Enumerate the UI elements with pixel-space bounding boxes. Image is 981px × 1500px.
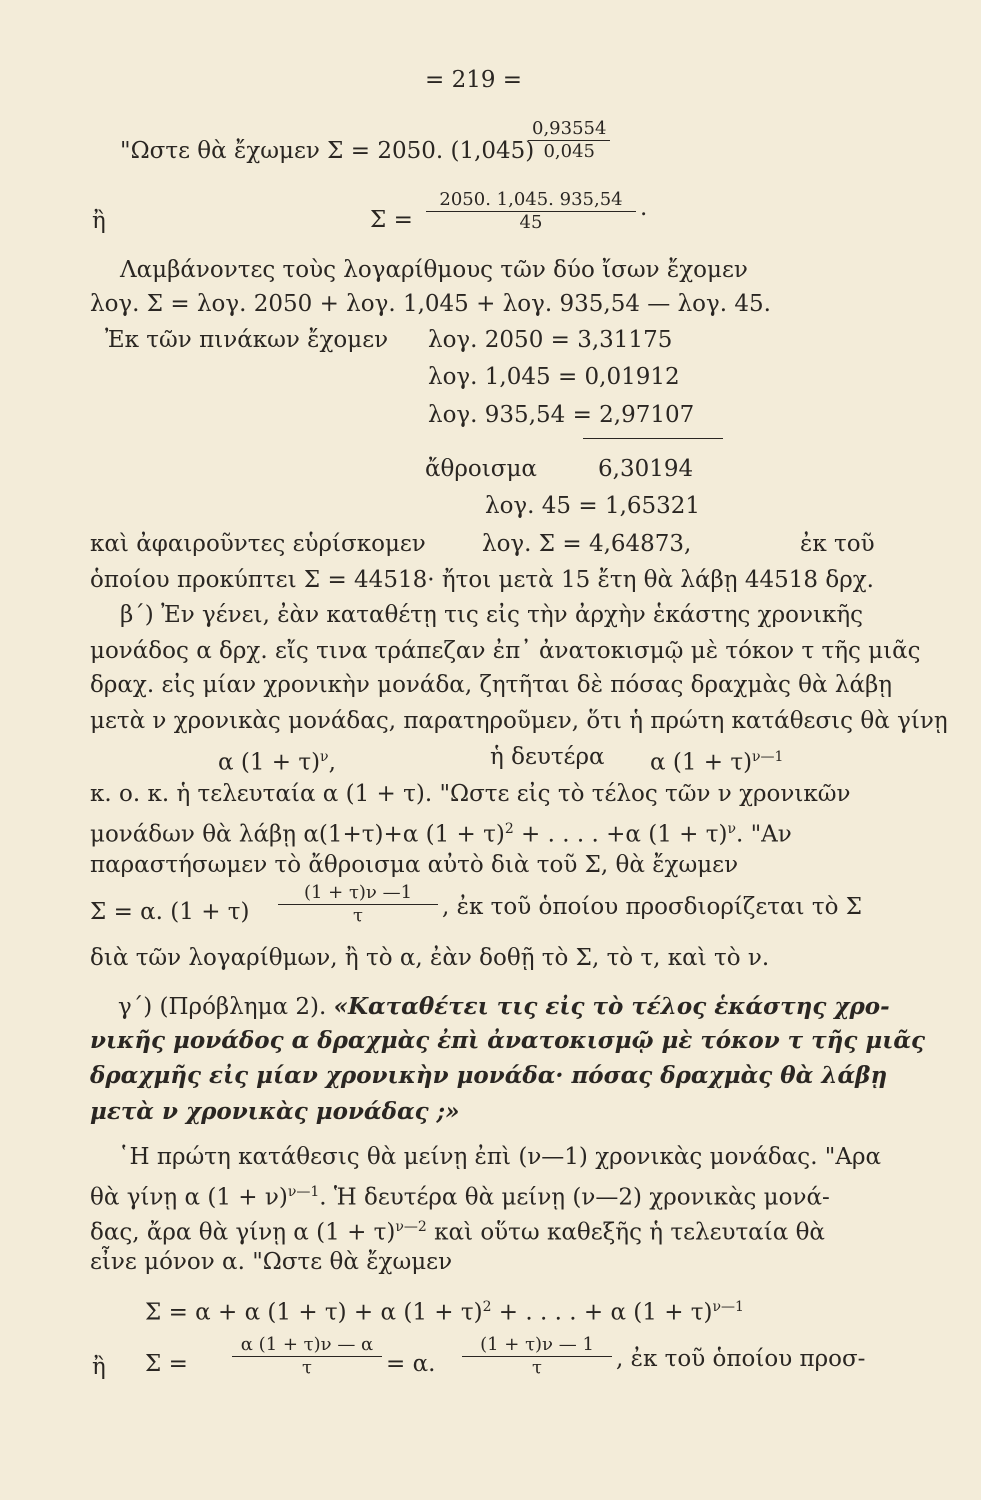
- text-line-9: λογ. 45 = 1,65321: [485, 493, 701, 519]
- para4-line-4: εἶνε μόνον α. "Ωστε θὰ ἔχωμεν: [90, 1249, 453, 1275]
- formula-line-16-c: [650, 743, 783, 777]
- fraction-2-den: 45: [426, 211, 636, 234]
- para4-line-3: [90, 1213, 825, 1247]
- last-mid: = α.: [386, 1351, 436, 1377]
- text-line-11: ὁποίου προκύπτει Σ = 44518· ἤτοι μετὰ 15 ἔτη θὰ λάβῃ 44518 δρχ.: [90, 567, 874, 593]
- page-number: = 219 =: [425, 67, 523, 93]
- para3-problem-4: μετὰ ν χρονικὰς μονάδας ;»: [90, 1098, 460, 1125]
- text-line-10-eq: λογ. Σ = 4,64873,: [482, 531, 692, 557]
- text-line-6: λογ. 1,045 = 0,01912: [428, 364, 680, 390]
- text-line-21: διὰ τῶν λογαρίθμων, ἢ τὸ α, ἐὰν δοθῇ τὸ Σ, τὸ τ, καὶ τὸ ν.: [90, 945, 770, 971]
- fraction-3: [278, 882, 438, 927]
- l18-a: μονάδων θὰ λάβῃ α(1+τ)+α (1 + τ): [90, 821, 505, 848]
- fraction-4-num: α (1 + τ)ν — α: [240, 1334, 374, 1355]
- formula-16-a-tail: ,: [328, 749, 336, 776]
- formula-line-16-b: ἡ δευτέρα: [490, 744, 605, 770]
- para2-line-1: β΄) Ἐν γένει, ἐὰν καταθέτῃ τις εἰς τὴν ἀρχὴν ἑκάστης χρονικῆς: [120, 602, 864, 628]
- sum-b: + . . . . + α (1 + τ): [491, 1299, 713, 1326]
- fraction-5: [462, 1334, 612, 1379]
- p4-l2a: θὰ γίνῃ α (1 + ν): [90, 1184, 288, 1211]
- sum-a: Σ = α + α (1 + τ) + α (1 + τ): [145, 1299, 483, 1326]
- p4-l3sup: ν—2: [395, 1219, 427, 1235]
- formula-20-left: Σ = α. (1 + τ): [90, 899, 250, 925]
- sum-sup2: ν—1: [712, 1299, 744, 1315]
- text-line-5-eq: λογ. 2050 = 3,31175: [428, 327, 673, 353]
- text-line-10-left: καὶ ἀφαιροῦντες εὑρίσκομεν: [90, 531, 426, 557]
- para4-line-2: [90, 1178, 830, 1212]
- sum-label: ἄθροισμα: [425, 456, 537, 482]
- para4-line-1: ῾Η πρώτη κατάθεσις θὰ μείνῃ ἐπὶ (ν—1) χρονικὰς μονάδας. "Αρα: [118, 1144, 882, 1170]
- para2-line-4: μετὰ ν χρονικὰς μονάδας, παρατηροῦμεν, ὅτι ἡ πρώτη κατάθεσις θὰ γίνῃ: [90, 708, 948, 734]
- sum-value: 6,30194: [598, 456, 694, 482]
- formula-16-c-base: α (1 + τ): [650, 749, 753, 776]
- last-or-mark: ἢ: [92, 1354, 106, 1380]
- text-line-19: παραστήσωμεν τὸ ἄθροισμα αὐτὸ διὰ τοῦ Σ, θὰ ἔχωμεν: [90, 852, 739, 878]
- last-right: , ἐκ τοῦ ὁποίου προσ-: [616, 1346, 866, 1372]
- sum-rule: [583, 438, 723, 439]
- text-line-10-right: ἐκ τοῦ: [800, 531, 875, 557]
- l18-c: . "Αν: [735, 821, 792, 848]
- p4-l3b: καὶ οὕτω καθεξῆς ἡ τελευταία θὰ: [426, 1219, 825, 1246]
- p4-l2sup: ν—1: [287, 1184, 320, 1200]
- fraction-5-den: τ: [462, 1356, 612, 1379]
- para3-line-4: [90, 1098, 460, 1126]
- fraction-2-dot: .: [640, 195, 648, 221]
- p4-l3a: δας, ἄρα θὰ γίνῃ α (1 + τ): [90, 1219, 396, 1246]
- fraction-1-den: 0,045: [528, 140, 610, 163]
- text-line-3: Λαμβάνοντες τοὺς λογαρίθμους τῶν δύο ἴσων ἔχομεν: [120, 257, 748, 283]
- para2-line-3: δραχ. εἰς μίαν χρονικὴν μονάδα, ζητῆται δὲ πόσας δραχμὰς θὰ λάβῃ: [90, 672, 893, 698]
- para3-line-2: νικῆς μονάδος α δραχμὰς ἐπὶ ἀνατοκισμῷ μὲ τόκον τ τῆς μιᾶς: [90, 1027, 926, 1054]
- formula-line-16-a: [218, 743, 336, 777]
- sigma-eq: Σ =: [370, 207, 413, 233]
- text-line-18: [90, 815, 792, 849]
- sum-sup1: 2: [482, 1299, 492, 1315]
- text-line-5-label: Ἐκ τῶν πινάκων ἔχομεν: [105, 327, 389, 353]
- formula-16-c-sup: ν—1: [752, 749, 784, 765]
- last-sigma: Σ =: [145, 1351, 188, 1377]
- fraction-3-den: τ: [278, 904, 438, 927]
- or-mark: ἢ: [92, 208, 106, 234]
- formula-20-right: , ἐκ τοῦ ὁποίου προσδιορίζεται τὸ Σ: [442, 894, 863, 920]
- text-line-17: κ. ο. κ. ἡ τελευταία α (1 + τ). "Ωστε εἰς τὸ τέλος τῶν ν χρονικῶν: [90, 781, 851, 807]
- text-line-7: λογ. 935,54 = 2,97107: [428, 402, 695, 428]
- fraction-1: [528, 118, 610, 163]
- fraction-2: [426, 189, 636, 234]
- para3-problem-1: «Καταθέτει τις εἰς τὸ τέλος ἑκάστης χρο-: [333, 993, 890, 1020]
- p4-l2b: . Ἡ δευτέρα θὰ μείνῃ (ν—2) χρονικὰς μονά-: [319, 1184, 830, 1211]
- fraction-4: [232, 1334, 382, 1379]
- l18-b: + . . . . +α (1 + τ): [513, 821, 728, 848]
- l18-sup1: 2: [504, 821, 514, 837]
- equation-line-1: "Ωστε θὰ ἔχωμεν Σ = 2050. (1,045): [120, 138, 535, 164]
- fraction-4-den: τ: [232, 1356, 382, 1379]
- text-line-4: λογ. Σ = λογ. 2050 + λογ. 1,045 + λογ. 935,54 — λογ. 45.: [90, 291, 771, 317]
- para3-line-1: [118, 993, 890, 1021]
- para3-line-3: δραχμῆς εἰς μίαν χρονικὴν μονάδα· πόσας δραχμὰς θὰ λάβῃ: [90, 1062, 888, 1089]
- sum-formula: [145, 1293, 744, 1327]
- para2-line-2: μονάδος α δρχ. εἴς τινα τράπεζαν ἐπ᾿ ἀνατοκισμῷ μὲ τόκον τ τῆς μιᾶς: [90, 638, 921, 664]
- l18-sup2: ν: [727, 821, 736, 837]
- formula-16-a-base: α (1 + τ): [218, 749, 321, 776]
- fraction-3-num: (1 + τ)ν —1: [303, 882, 413, 903]
- fraction-5-num: (1 + τ)ν — 1: [480, 1334, 594, 1355]
- fraction-2-num: 2050. 1,045. 935,54: [439, 189, 623, 210]
- formula-16-a-sup: ν: [320, 749, 329, 765]
- para3-lead: γ΄) (Πρόβλημα 2).: [118, 994, 327, 1020]
- fraction-1-num: 0,93554: [532, 118, 607, 139]
